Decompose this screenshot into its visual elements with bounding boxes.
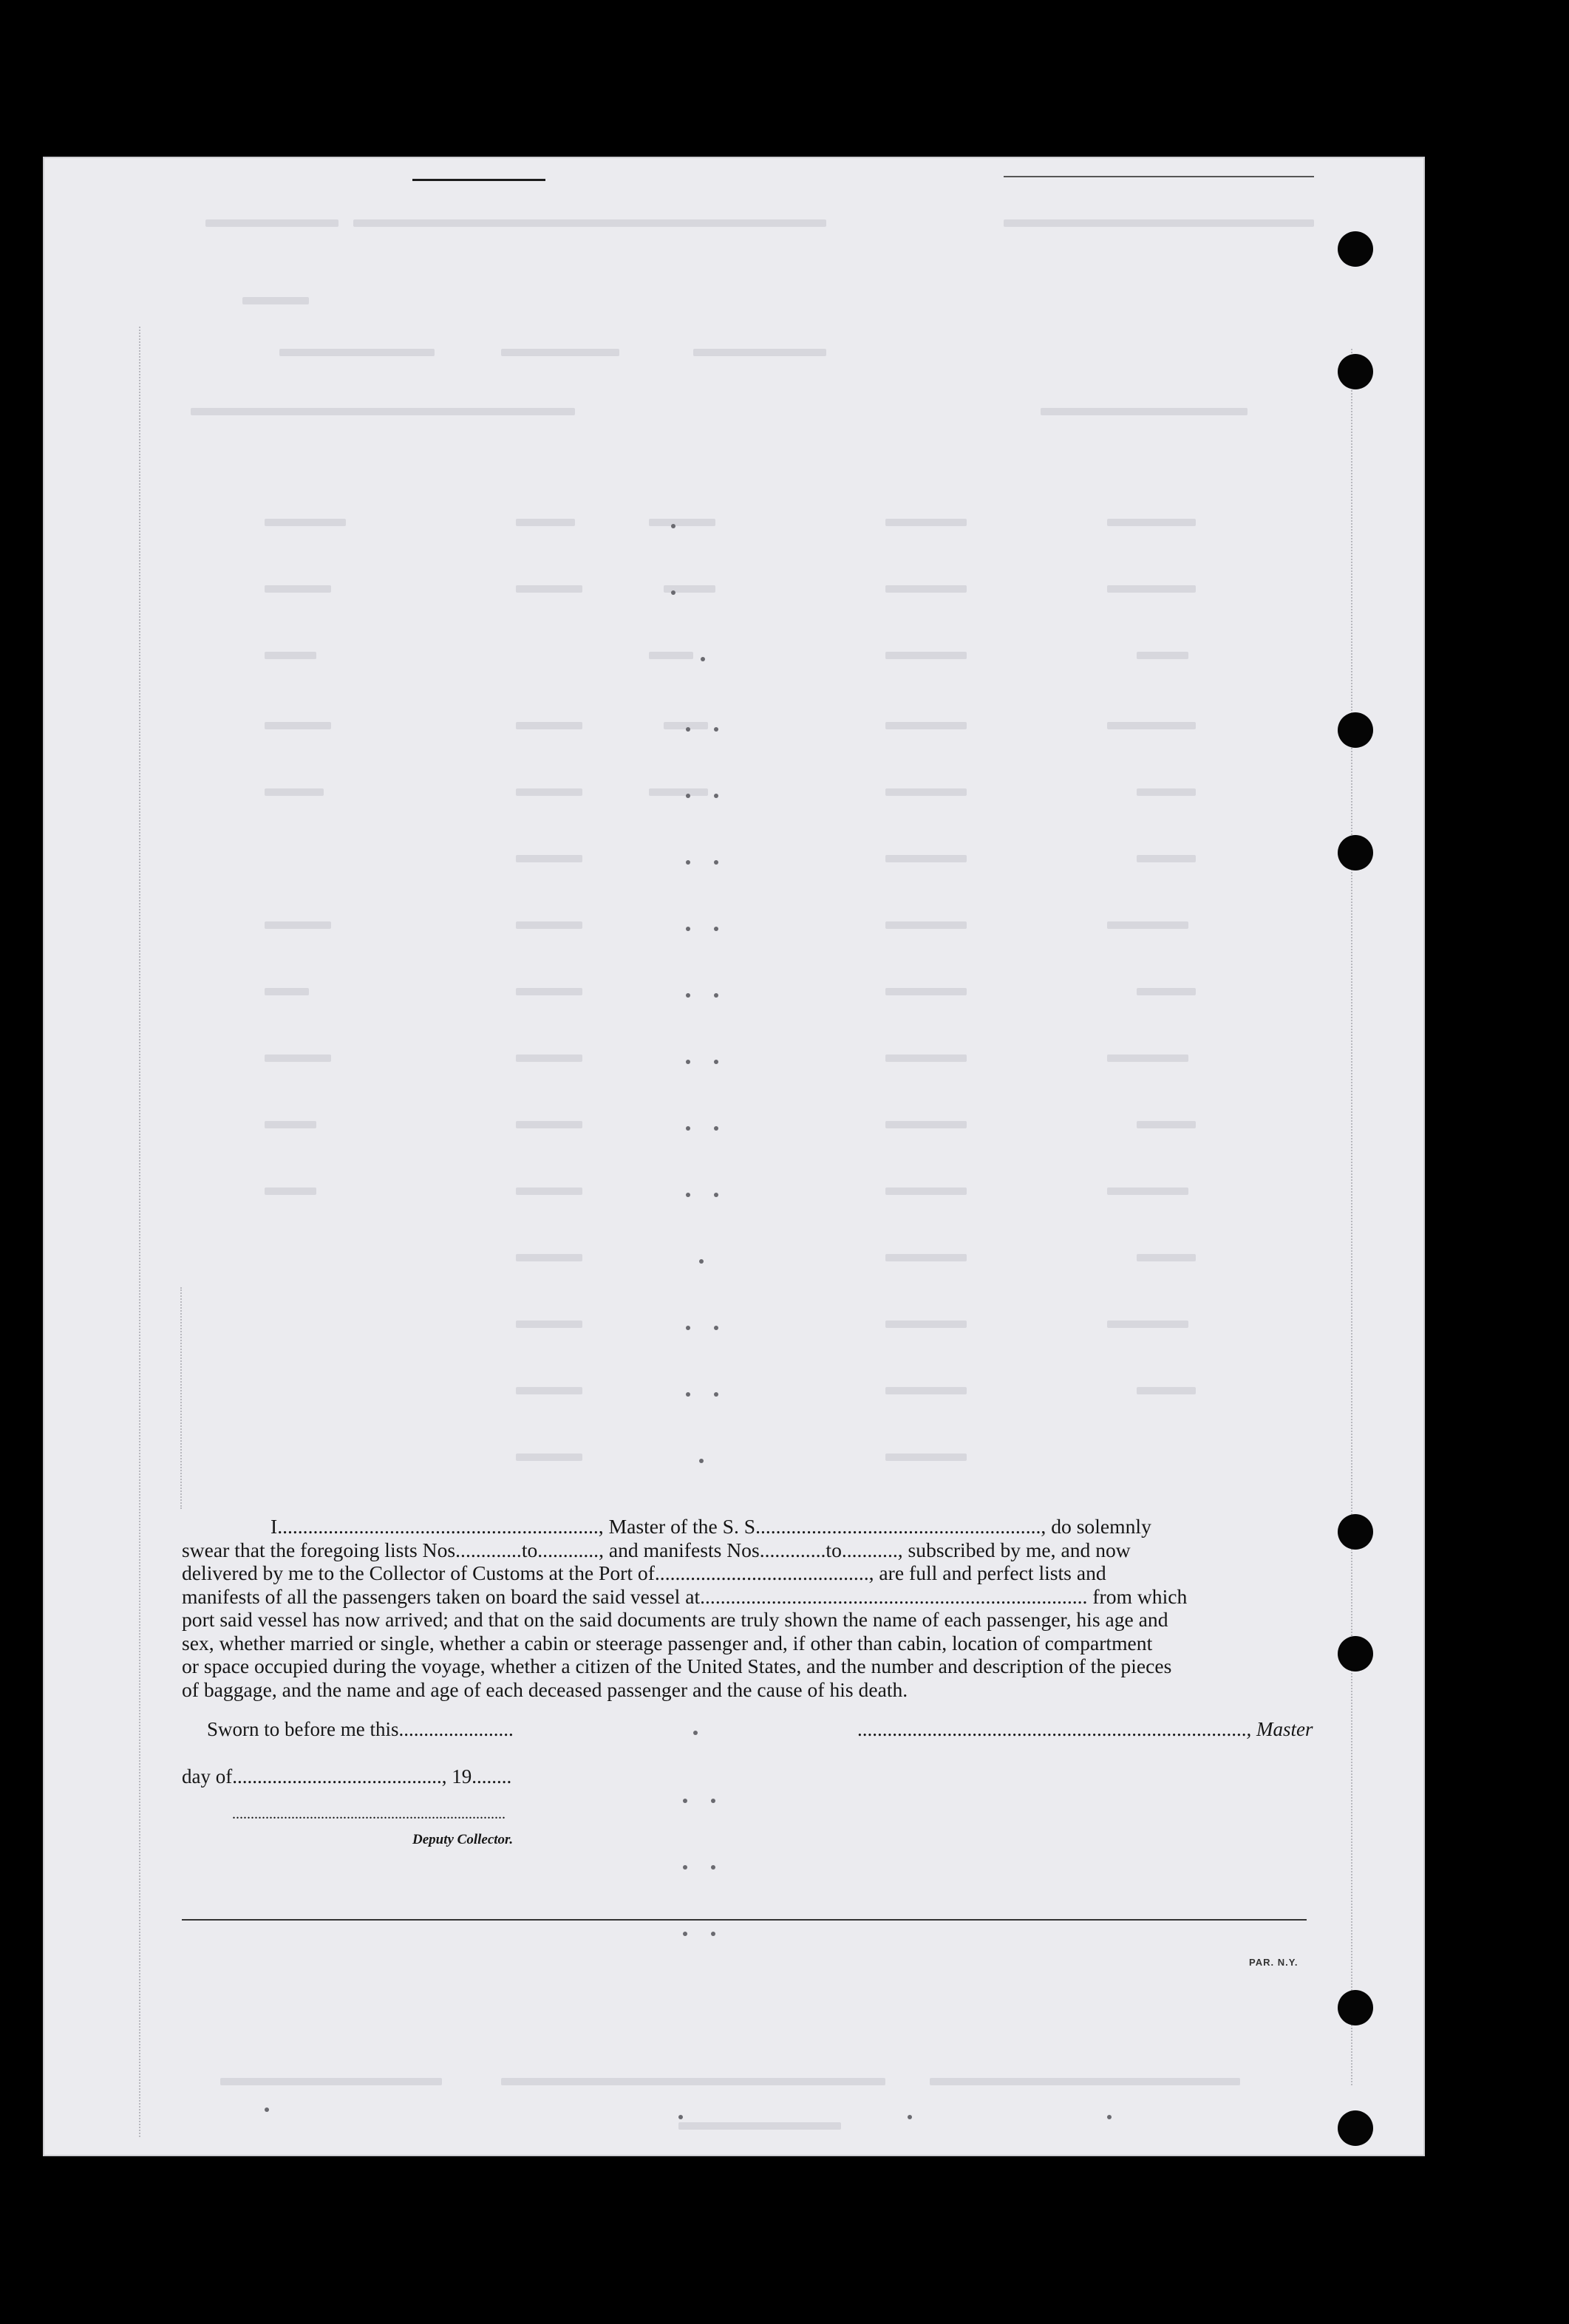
punch-hole: [1338, 1636, 1373, 1672]
master-signature-line: [857, 1718, 1313, 1741]
punch-hole: [1338, 712, 1373, 748]
master-label: , Master: [1246, 1718, 1313, 1740]
oath-line-4: manifests of all the passengers taken on board the said vessel at............................................................................ from which: [182, 1584, 1188, 1608]
oath-line-6: sex, whether married or single, whether a cabin or steerage passenger and, if other than cabin, location of compartment: [182, 1631, 1153, 1655]
punch-hole: [1338, 1514, 1373, 1550]
master-dots: ..............................................................................: [857, 1718, 1247, 1740]
manifest-sheet: [43, 157, 1425, 2156]
bottom-rule: [182, 1919, 1307, 1921]
oath-line-5: port said vessel has now arrived; and that on the said documents are truly shown the name of each passenger, his age and: [182, 1608, 1168, 1631]
punch-hole: [1338, 1990, 1373, 2025]
show-through-text: [43, 157, 1425, 2156]
punch-hole: [1338, 835, 1373, 870]
oath-line-8: of baggage, and the name and age of each deceased passenger and the cause of his death.: [182, 1677, 908, 1701]
punch-hole: [1338, 231, 1373, 267]
oath-line-7: or space occupied during the voyage, whether a citizen of the United States, and the number and description of the pieces: [182, 1655, 1172, 1677]
sworn-before-line: Sworn to before me this.......................: [207, 1718, 514, 1740]
deputy-collector-label: Deputy Collector.: [412, 1832, 514, 1847]
oath-line-1: I..............................................................., Master of the S. S........................................................, do solemnly: [270, 1515, 1151, 1538]
oath-line-2: swear that the foregoing lists Nos.............to............, and manifests Nos.............to..........., subscribed by me, and now: [182, 1538, 1131, 1561]
day-of-line: day of.........................................., 19........: [182, 1765, 512, 1788]
oath-line-3: delivered by me to the Collector of Customs at the Port of.........................................., are full and perfect lists and: [182, 1561, 1106, 1584]
punch-hole: [1338, 354, 1373, 389]
deputy-signature-dots: ..........................................................................: [232, 1806, 506, 1822]
punch-hole: [1338, 2110, 1373, 2146]
printer-mark: PAR. N.Y.: [1249, 1957, 1299, 1968]
master-oath: [182, 1515, 1321, 1701]
